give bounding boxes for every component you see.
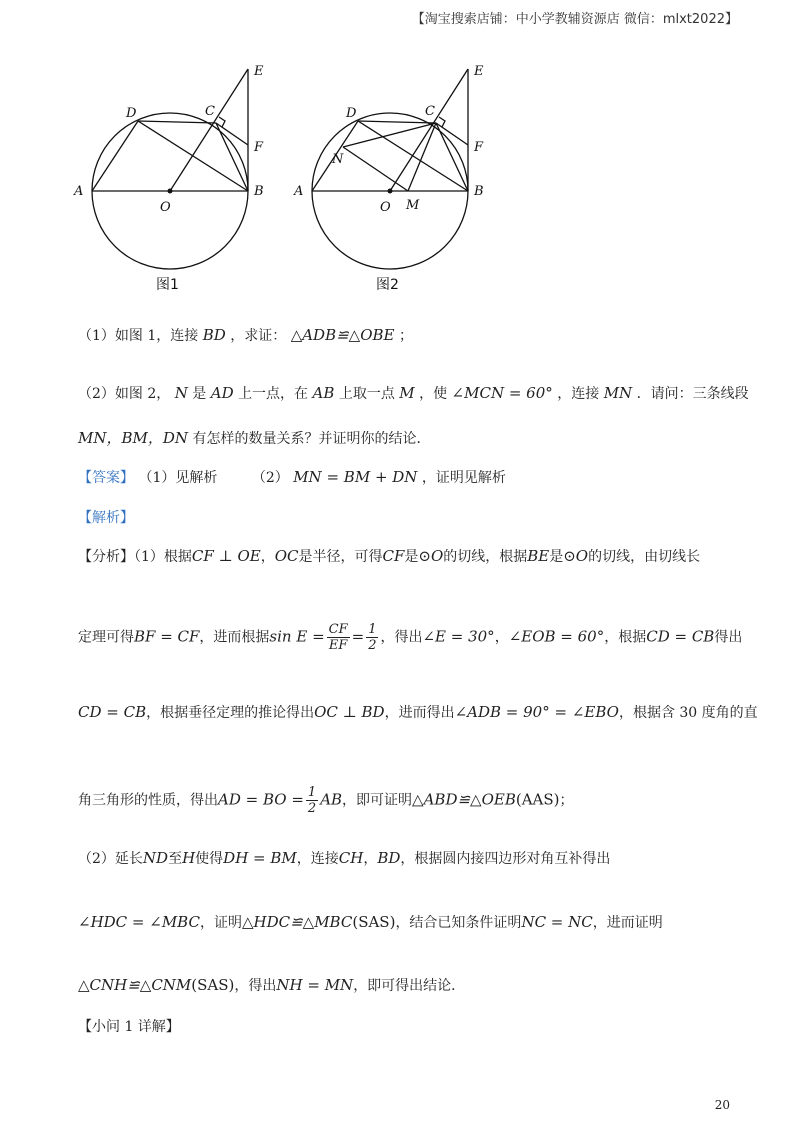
- a2-num1: CF: [328, 622, 348, 637]
- fig2-label-b: B: [474, 184, 484, 199]
- fig1-label-e: E: [254, 64, 264, 79]
- a7-f2: (SAS): [191, 976, 235, 994]
- a2-f1: BF = CF: [134, 627, 200, 646]
- a1-f2: OC: [274, 547, 299, 565]
- fig2-label-c: C: [425, 104, 435, 119]
- a7-f3: NH = MN: [276, 976, 354, 994]
- a3-a: ，根据垂径定理的推论得出: [146, 705, 315, 721]
- analysis-line-6: [78, 912, 663, 932]
- a4-b: ，即可证明: [342, 792, 413, 809]
- a4-den: 2: [307, 801, 317, 816]
- q2-n: N: [174, 384, 188, 402]
- a6-a: ，证明: [199, 915, 242, 931]
- q2-ab: AB: [312, 384, 335, 402]
- subquestion-1-heading: 【小问 1 详解】: [78, 1019, 180, 1035]
- answer-label: 【答案】: [78, 470, 134, 486]
- a4-a: 角三角形的性质，得出: [78, 792, 218, 809]
- q2-t3: 上取一点: [338, 386, 395, 402]
- a2-frac-1: [327, 622, 350, 653]
- question-2-line-2: [78, 427, 430, 448]
- q2-t5: ，连接: [557, 386, 600, 402]
- a7-b: ，即可得出结论．: [353, 978, 466, 994]
- a3-c: ，根据含 30 度角的直: [618, 705, 758, 721]
- analysis-line-4: [78, 785, 574, 816]
- analysis-line-1: [78, 546, 700, 566]
- a7-a: ，得出: [234, 978, 277, 994]
- analysis-line-5: [78, 848, 610, 868]
- q2-m: M: [399, 384, 415, 402]
- a1-e: 的切线，根据: [443, 549, 528, 565]
- fig2-caption: 图2: [376, 277, 399, 293]
- q2-ad: AD: [210, 384, 234, 402]
- a1-b: ，: [260, 549, 275, 565]
- a4-f3: △ABD≌△OEB: [412, 790, 516, 809]
- a1-f4: ⊙O: [418, 547, 444, 565]
- a6-f2: △HDC≌△MBC: [241, 913, 353, 931]
- a2-c: ，得出: [380, 629, 423, 646]
- a1-d: 是: [404, 549, 419, 565]
- fig1-label-o: O: [160, 200, 171, 215]
- analysis-line-2: [78, 622, 742, 653]
- q1-suffix: ；: [398, 328, 413, 344]
- a1-f3: CF: [382, 547, 405, 565]
- fig1-label-d: D: [126, 106, 137, 121]
- figure-1: [92, 69, 248, 269]
- a5-f2: H: [182, 849, 196, 867]
- a5-b: 至: [168, 851, 183, 867]
- q2-mn: MN: [603, 384, 633, 402]
- answer-part2-formula: MN = BM + DN: [293, 468, 418, 486]
- a5-f4: CH: [338, 849, 364, 867]
- a5-d: ，连接: [296, 851, 339, 867]
- answer-part2-suffix: ，证明见解析: [421, 470, 506, 486]
- a2-den2: 2: [368, 638, 377, 653]
- a1-f5: BE: [527, 547, 550, 565]
- fig1-caption: 图1: [156, 277, 179, 293]
- a5-c: 使得: [195, 851, 224, 867]
- fig2-label-m: M: [406, 198, 420, 213]
- a6-f4: NC = NC: [521, 913, 593, 931]
- a5-f3: DH = BM: [223, 849, 297, 867]
- a2-frac-2: [366, 622, 378, 653]
- page-number: 20: [714, 1098, 730, 1112]
- a1-g: 是: [549, 549, 564, 565]
- a6-c: ，进而证明: [592, 915, 663, 931]
- a5-a: （2）延长: [78, 851, 143, 867]
- q1-mid: ，求证：: [230, 328, 287, 344]
- fig2-label-f: F: [474, 140, 484, 155]
- q2-t2: 上一点，在: [238, 386, 309, 402]
- fig2-label-n: N: [332, 152, 344, 167]
- q2-t6: ．请问：三条线段: [636, 386, 749, 402]
- a2-g: 得出: [714, 629, 743, 646]
- geometry-figures: [60, 55, 520, 305]
- a5-f1: ND: [142, 849, 169, 867]
- answer-line: [78, 467, 506, 487]
- q2-p1: （2）如图 2，: [78, 386, 171, 402]
- analysis-line-3: [78, 702, 758, 722]
- a3-b: ，进而得出: [384, 705, 455, 721]
- q2-t4: ，使: [419, 386, 448, 402]
- fig1-label-b: B: [254, 184, 264, 199]
- fig1-label-a: A: [74, 184, 84, 199]
- answer-part1: （1）见解析: [138, 470, 218, 486]
- q2-t1: 是: [192, 386, 207, 402]
- analysis-label: 【解析】: [78, 510, 134, 526]
- a2-num2: 1: [368, 622, 377, 637]
- q2-line2-math: MN，BM，DN: [78, 429, 189, 447]
- page-header: 【淘宝搜索店铺：中小学教辅资源店 微信：mlxt2022】: [411, 12, 738, 27]
- a2-f2: sin E =: [269, 627, 325, 646]
- a2-f3: ∠E = 30°: [422, 627, 495, 646]
- a6-b: ，结合已知条件证明: [395, 915, 522, 931]
- q2-line2-text: 有怎样的数量关系？并证明你的结论．: [192, 431, 431, 447]
- a4-f4: (AAS): [515, 790, 560, 809]
- a1-h: 的切线，由切线长: [588, 549, 701, 565]
- q1-seg: BD: [202, 326, 226, 344]
- question-2-line-1: [78, 383, 749, 403]
- a2-e: ，根据: [604, 629, 647, 646]
- fig1-label-f: F: [254, 140, 264, 155]
- answer-part2-prefix: （2）: [251, 470, 289, 486]
- a1-a: 【分析】（1）根据: [78, 549, 192, 565]
- figure-2: [312, 69, 468, 269]
- analysis-line-7: [78, 975, 465, 995]
- a2-a: 定理可得: [78, 629, 134, 646]
- question-1: [78, 325, 413, 345]
- a2-f4: ∠EOB = 60°: [508, 627, 605, 646]
- a7-f1: △CNH≌△CNM: [78, 976, 192, 994]
- q1-prefix: （1）如图 1，连接: [78, 328, 199, 344]
- a4-f1: AD = BO =: [218, 790, 304, 809]
- a2-eq: =: [351, 627, 365, 646]
- a4-num: 1: [307, 785, 317, 800]
- a5-f5: BD: [377, 849, 401, 867]
- a4-c: ；: [559, 792, 574, 809]
- a4-f2: AB: [320, 790, 343, 809]
- fig2-label-e: E: [474, 64, 484, 79]
- a5-g: ，根据圆内接四边形对角互补得出: [400, 851, 611, 867]
- a3-f3: ∠ADB = 90° = ∠EBO: [454, 703, 619, 721]
- a5-e: ，: [363, 851, 378, 867]
- a1-f6: ⊙O: [563, 547, 589, 565]
- fig2-label-d: D: [346, 106, 357, 121]
- fig2-label-a: A: [294, 184, 304, 199]
- fig1-label-c: C: [205, 104, 215, 119]
- a1-c: 是半径，可得: [298, 549, 383, 565]
- a3-f1: CD = CB: [78, 703, 147, 721]
- a2-d: ，: [494, 629, 509, 646]
- a1-f1: CF ⊥ OE: [191, 547, 261, 565]
- a6-f1: ∠HDC = ∠MBC: [78, 913, 200, 931]
- q1-formula: △ADB≌△OBE: [290, 326, 395, 344]
- a6-f3: (SAS): [352, 913, 396, 931]
- a3-f2: OC ⊥ BD: [314, 703, 385, 721]
- fig2-label-o: O: [380, 200, 391, 215]
- a2-den1: EF: [328, 638, 348, 653]
- a2-f5: CD = CB: [646, 627, 715, 646]
- q2-angle: ∠MCN = 60°: [451, 384, 553, 402]
- a4-frac: [306, 785, 318, 816]
- a2-b: ，进而根据: [199, 629, 270, 646]
